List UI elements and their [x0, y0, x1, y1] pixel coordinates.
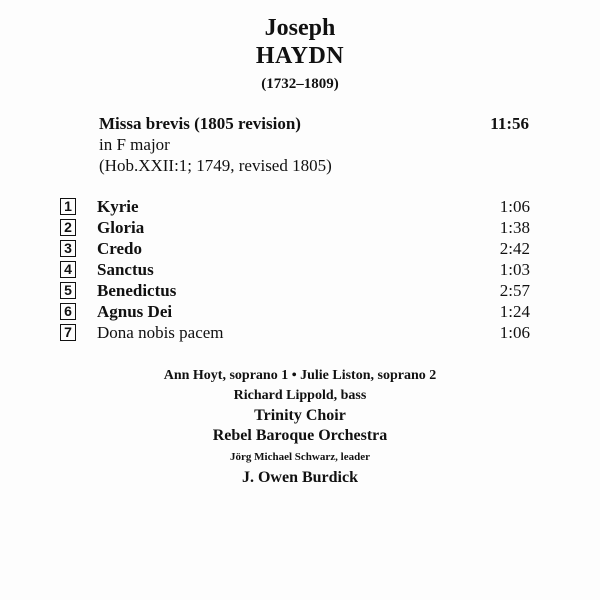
track-number-box: 2 [60, 219, 76, 236]
performer-credits [0, 366, 600, 488]
credit-sopranos: Ann Hoyt, soprano 1 • Julie Liston, soprano 2 [163, 368, 437, 383]
track-number-box: 6 [60, 303, 76, 320]
work-title: Missa brevis (1805 revision) [99, 114, 301, 133]
track-row [60, 322, 530, 343]
credit-conductor: J. Owen Burdick [241, 469, 358, 486]
composer-last-name: HAYDN [255, 43, 345, 69]
track-title: Kyrie [97, 196, 139, 216]
track-title: Benedictus [97, 280, 177, 300]
track-number-box: 4 [60, 261, 76, 278]
track-time: 1:03 [499, 259, 530, 279]
track-time: 2:42 [499, 238, 530, 258]
work-catalog: (Hob.XXII:1; 1749, revised 1805) [99, 156, 332, 175]
track-time: 1:38 [499, 217, 530, 237]
track-row [60, 259, 530, 280]
track-time: 2:57 [499, 280, 530, 300]
track-title: Credo [97, 238, 143, 258]
track-row [60, 196, 530, 217]
track-number-box: 1 [60, 198, 76, 215]
credit-orchestra: Rebel Baroque Orchestra [212, 427, 388, 444]
track-time: 1:24 [499, 301, 530, 321]
track-title: Dona nobis pacem [97, 322, 224, 342]
work-key: in F major [99, 135, 170, 154]
track-row [60, 280, 530, 301]
track-row [60, 217, 530, 238]
composer-dates: (1732–1809) [261, 76, 339, 92]
track-list [60, 196, 530, 343]
work-total-time: 11:56 [490, 114, 529, 133]
composer-header [0, 14, 600, 96]
track-title: Sanctus [97, 259, 154, 279]
track-number-box: 3 [60, 240, 76, 257]
work-title-row [99, 113, 529, 134]
credit-choir: Trinity Choir [254, 407, 346, 424]
track-time: 1:06 [499, 196, 530, 216]
work-info [99, 113, 529, 176]
track-row [60, 238, 530, 259]
track-number-box: 7 [60, 324, 76, 341]
track-number-box: 5 [60, 282, 76, 299]
credit-leader: Jörg Michael Schwarz, leader [230, 451, 370, 463]
track-title: Agnus Dei [97, 301, 173, 321]
composer-first-name: Joseph [264, 15, 336, 41]
track-row [60, 301, 530, 322]
track-time: 1:06 [499, 322, 530, 342]
credit-bass: Richard Lippold, bass [233, 388, 367, 403]
track-title: Gloria [97, 217, 145, 237]
